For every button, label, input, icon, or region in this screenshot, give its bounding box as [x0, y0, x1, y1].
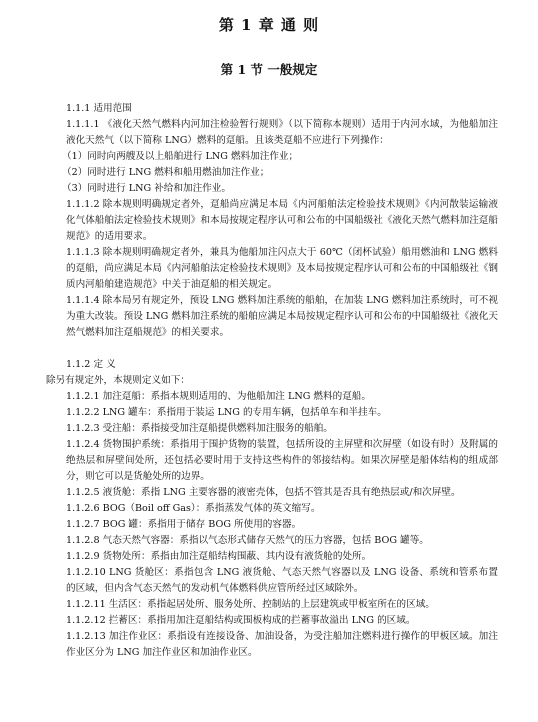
definition-item: 1.1.2.8 气态天然气容器：系指以气态形式储存天然气的压力容器，包括 BOG 罐等。 — [66, 535, 429, 546]
subsection-heading-1-1-1: 1.1.1 适用范围 — [66, 103, 132, 114]
clause-1-1-1-4: 1.1.1.4 除本局另有规定外，预设 LNG 燃料加注系统的船舶，在加装 LNG 燃料加注系统时，可不视为重大改装。预设 LNG 燃料加注系统的船舶应满足本局按规定程序认可和公布的中国船级社《液化天然气燃料加注趸船规范》的相关要求。 — [66, 295, 498, 338]
subsection-heading-1-1-2: 1.1.2 定 义 — [66, 359, 116, 370]
list-item: （3）同时进行 LNG 补给和加注作业。 — [62, 183, 231, 194]
spacer — [46, 341, 498, 357]
clause-1-1-1-1: 1.1.1.1 《液化天然气燃料内河加注检验暂行规则》（以下简称本规则）适用于内河水域，为他船加注液化天然气（以下简称 LNG）燃料的趸船。且该类趸船不应进行下列操作： — [66, 119, 498, 146]
definitions-intro: 除另有规定外，本规则定义如下： — [46, 375, 190, 386]
list-item: （1）同时向两艘及以上船舶进行 LNG 燃料加注作业； — [62, 151, 299, 162]
definition-item: 1.1.2.10 LNG 货舱区：系指包含 LNG 液货舱、气态天然气容器以及 LNG 设备、系统和管系布置的区域，但内含气态天然气的发动机气体燃料供应管所经过区域除外。 — [66, 567, 498, 594]
definition-item: 1.1.2.7 BOG 罐：系指用于储存 BOG 所使用的容器。 — [66, 519, 302, 530]
list-item: （2）同时进行 LNG 燃料和船用燃油加注作业； — [62, 167, 270, 178]
clause-1-1-1-3: 1.1.1.3 除本规则明确规定者外，兼具为他船加注闪点大于 60℃（闭杯试验）船用燃油和 LNG 燃料的趸船，尚应满足本局《内河船舶法定检验技术规则》及本局按规定程序认可和公布的中国船级社《钢质内河船舶建造规范》中关于油趸船的相关规定。 — [66, 247, 498, 290]
definition-item: 1.1.2.5 液货舱：系指 LNG 主要容器的液密壳体，包括不管其是否具有绝热层或/和次屏壁。 — [66, 487, 461, 498]
definition-item: 1.1.2.3 受注船：系指接受加注趸船提供燃料加注服务的船舶。 — [66, 423, 333, 434]
clause-1-1-1-2: 1.1.1.2 除本规则明确规定者外，趸船尚应满足本局《内河船舶法定检验技术规则》《内河散装运输液化气体船舶法定检验技术规则》和本局按规定程序认可和公布的中国船级社《液化天然气燃料加注趸船规范》的适用要求。 — [66, 199, 498, 242]
definition-item: 1.1.2.13 加注作业区：系指设有连接设备、加油设备，为受注船加注燃料进行操作的甲板区域。加注作业区分为 LNG 加注作业区和加油作业区。 — [66, 631, 498, 658]
definition-item: 1.1.2.6 BOG（Boil off Gas）：系指蒸发气体的英文缩写。 — [66, 503, 321, 514]
definition-item: 1.1.2.2 LNG 罐车：系指用于装运 LNG 的专用车辆，包括单车和半挂车。 — [66, 407, 387, 418]
chapter-title: 第 1 章 通 则 — [218, 16, 320, 34]
document-body — [46, 101, 498, 661]
definition-item: 1.1.2.12 拦蓄区：系指用加注趸船结构或围板构成的拦蓄事故溢出 LNG 的区域。 — [66, 615, 416, 626]
definition-item: 1.1.2.9 货物处所：系指由加注趸船结构围蔽、其内设有液货舱的处所。 — [66, 551, 372, 562]
section-title: 第 1 节 一般规定 — [220, 62, 318, 77]
definition-item: 1.1.2.11 生活区：系指起居处所、服务处所、控制站的上层建筑或甲板室所在的区域。 — [66, 599, 435, 610]
definition-item: 1.1.2.4 货物围护系统：系指用于围护货物的装置，包括所设的主屏壁和次屏壁（如设有时）及附属的绝热层和屏壁间处所，还包括必要时用于支持这些构件的邻接结构。如果次屏壁是船体结构的组成部分，则它可以是货舱处所的边界。 — [66, 439, 498, 482]
definition-item: 1.1.2.1 加注趸船：系指本规则适用的、为他船加注 LNG 燃料的趸船。 — [66, 391, 371, 402]
